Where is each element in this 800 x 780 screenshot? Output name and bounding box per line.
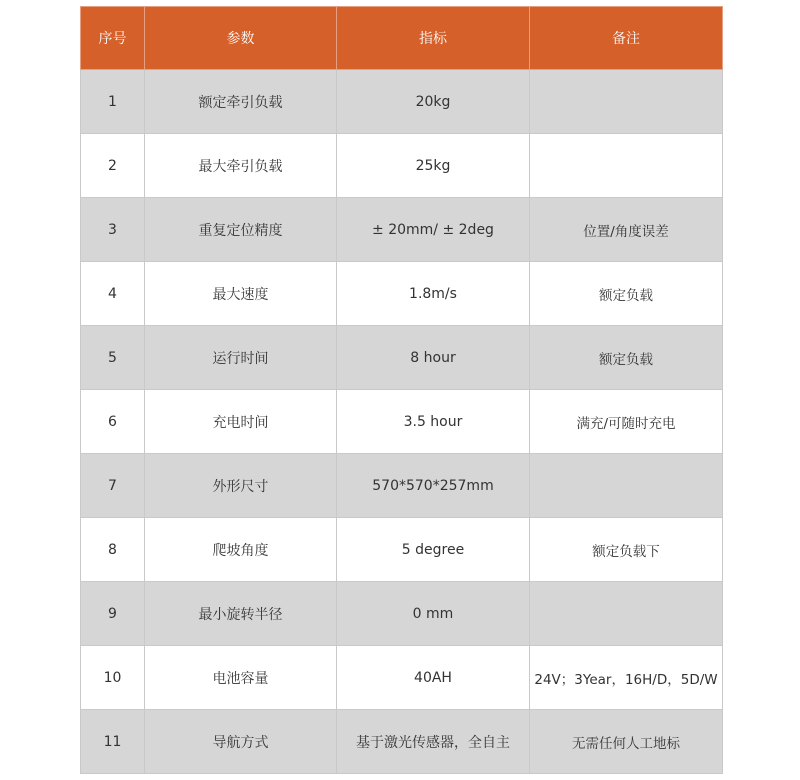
cell-value: 基于激光传感器，全自主 (337, 710, 530, 774)
cell-param: 最大牵引负载 (145, 134, 337, 198)
table-row (81, 518, 723, 582)
cell-note (530, 134, 723, 198)
cell-value: 25kg (337, 134, 530, 198)
spec-table (80, 6, 723, 774)
cell-num: 1 (81, 70, 145, 134)
cell-param: 运行时间 (145, 326, 337, 390)
cell-param: 导航方式 (145, 710, 337, 774)
table-row (81, 710, 723, 774)
cell-value: 20kg (337, 70, 530, 134)
cell-num: 3 (81, 198, 145, 262)
cell-param: 额定牵引负载 (145, 70, 337, 134)
cell-note: 位置/角度误差 (530, 198, 723, 262)
cell-num: 10 (81, 646, 145, 710)
cell-num: 4 (81, 262, 145, 326)
table-row (81, 582, 723, 646)
header-row (81, 7, 723, 70)
cell-note: 无需任何人工地标 (530, 710, 723, 774)
cell-note: 满充/可随时充电 (530, 390, 723, 454)
table-row (81, 646, 723, 710)
cell-note (530, 70, 723, 134)
table-row (81, 198, 723, 262)
cell-param: 充电时间 (145, 390, 337, 454)
cell-param: 重复定位精度 (145, 198, 337, 262)
cell-note: 额定负载 (530, 326, 723, 390)
cell-param: 爬坡角度 (145, 518, 337, 582)
table-row (81, 326, 723, 390)
cell-num: 7 (81, 454, 145, 518)
cell-num: 8 (81, 518, 145, 582)
table-row (81, 454, 723, 518)
cell-value: 8 hour (337, 326, 530, 390)
cell-note (530, 454, 723, 518)
cell-param: 外形尺寸 (145, 454, 337, 518)
header-param: 参数 (145, 7, 337, 70)
cell-value: 3.5 hour (337, 390, 530, 454)
cell-num: 6 (81, 390, 145, 454)
header-value: 指标 (337, 7, 530, 70)
cell-num: 11 (81, 710, 145, 774)
cell-param: 最大速度 (145, 262, 337, 326)
cell-value: 570*570*257mm (337, 454, 530, 518)
cell-value: 0 mm (337, 582, 530, 646)
cell-param: 电池容量 (145, 646, 337, 710)
cell-value: ± 20mm/ ± 2deg (337, 198, 530, 262)
cell-num: 5 (81, 326, 145, 390)
table-row (81, 134, 723, 198)
table-row (81, 390, 723, 454)
cell-value: 5 degree (337, 518, 530, 582)
header-num: 序号 (81, 7, 145, 70)
table-row (81, 70, 723, 134)
cell-param: 最小旋转半径 (145, 582, 337, 646)
cell-note: 额定负载 (530, 262, 723, 326)
cell-value: 40AH (337, 646, 530, 710)
table-header (81, 7, 723, 70)
cell-num: 9 (81, 582, 145, 646)
header-note: 备注 (530, 7, 723, 70)
cell-note (530, 582, 723, 646)
cell-note: 24V；3Year，16H/D，5D/W (530, 646, 723, 710)
cell-num: 2 (81, 134, 145, 198)
table-body (81, 70, 723, 774)
table-row (81, 262, 723, 326)
cell-note: 额定负载下 (530, 518, 723, 582)
cell-value: 1.8m/s (337, 262, 530, 326)
